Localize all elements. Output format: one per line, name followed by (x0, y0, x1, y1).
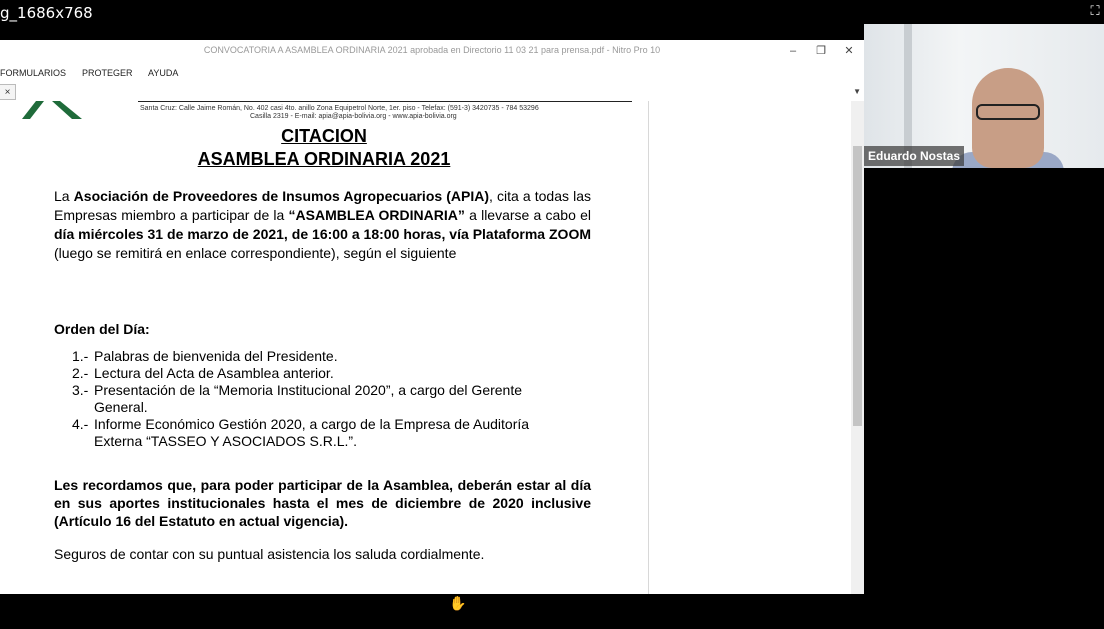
fullscreen-icon[interactable]: ⛶ (1090, 3, 1100, 18)
heading-citacion: CITACION (281, 126, 367, 146)
hand-cursor-icon: ✋ (449, 595, 467, 611)
ribbon-menu (0, 62, 864, 84)
invitation-paragraph: La Asociación de Proveedores de Insumos Agropecuarios (APIA), cita a todas las Empresas miembro a participar de la “ASAMBLEA ORDINARIA” a llevarse a cabo el día miércoles 31 de marzo de 2021, de 16:00 a 18:00 horas, vía Plataforma ZOOM (luego se remitirá en enlace correspondiente), según el siguiente (54, 188, 591, 261)
closing-line: Seguros de contar con su puntual asistencia los saluda cordialmente. (54, 546, 485, 562)
participant-glasses (976, 104, 1040, 120)
page-margin (648, 101, 852, 594)
screen-title: g_1686x768 (0, 4, 93, 22)
document-tab-row (0, 84, 864, 102)
apia-logo-icon (22, 101, 84, 121)
reminder-paragraph: Les recordamos que, para poder participar de la Asamblea, deberán estar al día en sus aportes institucionales hasta el mes de diciembre de 2020 inclusive (Artículo 16 del Estatuto en actual vigencia). (54, 477, 591, 529)
empty-video-area (864, 168, 1104, 594)
document-viewport[interactable] (0, 101, 864, 629)
header-contact: Casilla 2319 - E-mail: apia@apia-bolivia.org - www.apia-bolivia.org (250, 113, 457, 120)
window-title-bar (0, 40, 864, 62)
scroll-down-icon[interactable]: ▼ (853, 87, 861, 96)
header-divider (138, 101, 632, 102)
window-title: CONVOCATORIA A ASAMBLEA ORDINARIA 2021 aprobada en Directorio 11 03 21 para prensa.pdf - Nitro Pro 10 (203, 45, 661, 55)
minimize-button[interactable]: – (789, 45, 797, 57)
agenda-item: 1.- Palabras de bienvenida del Presidente. (72, 348, 338, 364)
agenda-heading: Orden del Día: (54, 321, 150, 337)
nitro-pro-window (0, 40, 864, 629)
agenda-item: 2.- Lectura del Acta de Asamblea anterior. (72, 365, 334, 381)
pdf-page (0, 101, 648, 629)
restore-button[interactable]: ❐ (816, 45, 826, 57)
close-button[interactable]: ✕ (844, 45, 854, 57)
tab-close-button[interactable]: × (0, 84, 16, 100)
participant-name: Eduardo Nostas (864, 146, 964, 166)
agenda-item: 3.- Presentación de la “Memoria Institucional 2020”, a cargo del Gerente General. (72, 382, 523, 415)
agenda-item: 4.- Informe Económico Gestión 2020, a cargo de la Empresa de Auditoría Externa “TASSEO Y ASOCIADOS S.R.L.”. (72, 416, 530, 449)
menu-formularios[interactable]: FORMULARIOS (0, 68, 67, 78)
menu-ayuda[interactable]: AYUDA (148, 68, 179, 78)
participant-video[interactable] (864, 24, 1104, 168)
scrollbar-thumb[interactable] (853, 146, 862, 426)
menu-proteger[interactable]: PROTEGER (82, 68, 133, 78)
vertical-scrollbar[interactable] (851, 101, 864, 594)
header-address: Santa Cruz: Calle Jaime Román, No. 402 casi 4to. anillo Zona Equipetrol Norte, 1er. piso - Telefax: (591-3) 3420735 - 784 53296 (140, 105, 539, 112)
signature: EL DIRECTORIO (264, 613, 374, 629)
heading-asamblea: ASAMBLEA ORDINARIA 2021 (197, 149, 451, 169)
